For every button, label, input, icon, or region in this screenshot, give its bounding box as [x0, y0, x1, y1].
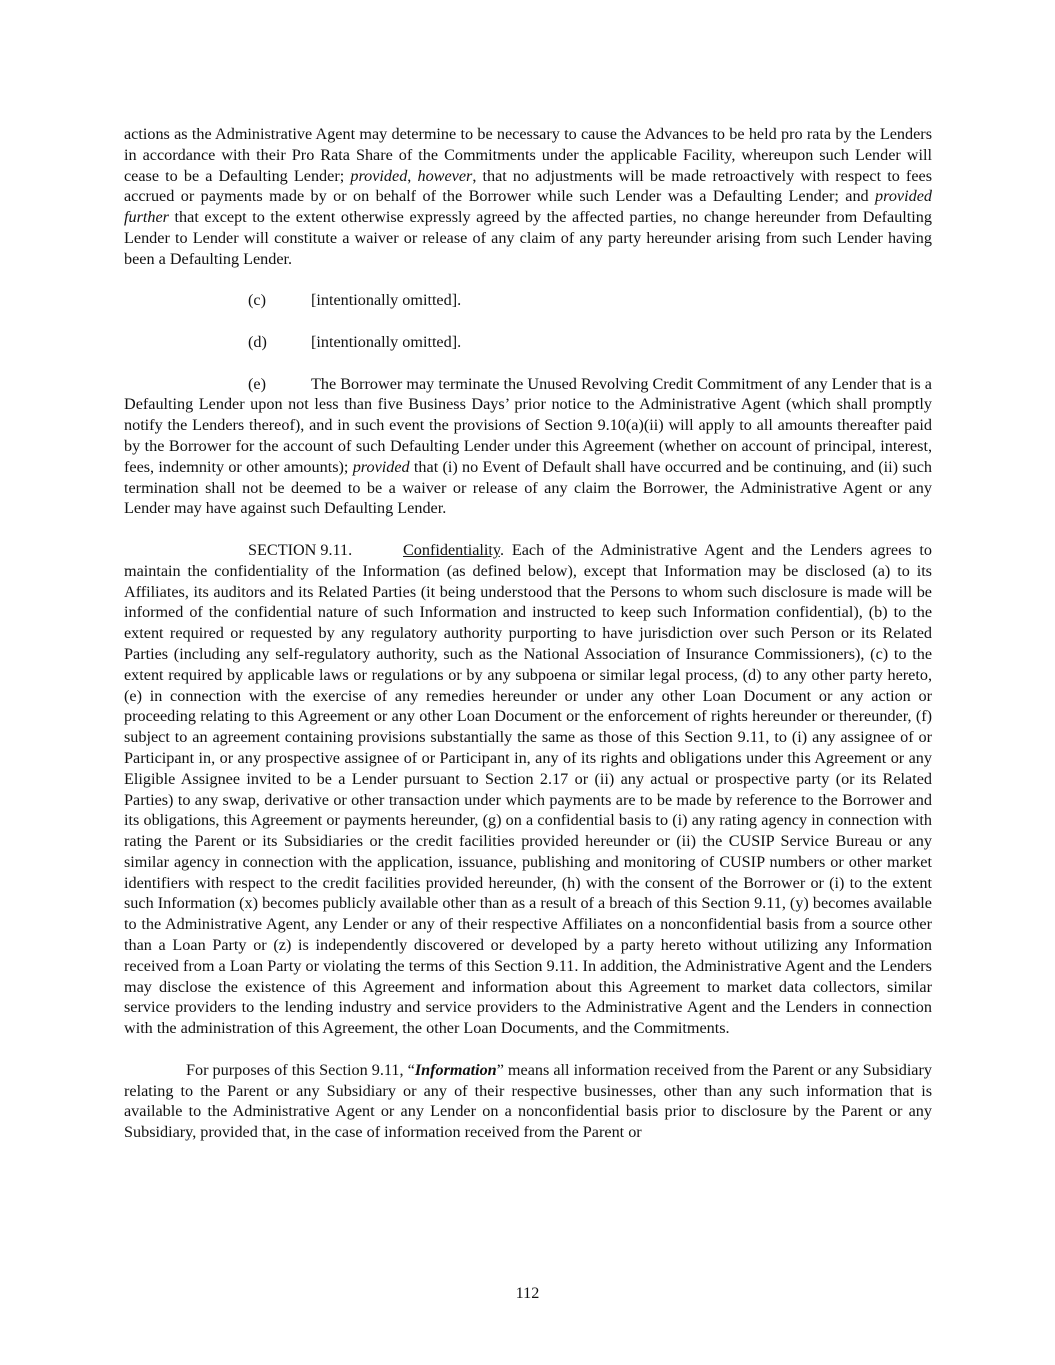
clause-c-label: (c) [248, 291, 266, 310]
clause-e-label: (e) [248, 374, 266, 393]
clause-e: (e) The Borrower may terminate the Unused Revolving Credit Commitment of any Lender that is a Defaulting Lender upon not less than five Business Days’ prior notice to the Administrative Agent (which shall promptly notify the Lenders thereof), and in such event the provisions of Section 9.10(a)(ii) will apply to all amounts thereafter paid by the Borrower for the account of such Defaulting Lender under this Agreement (whether on account of principal, interest, fees, indemnity or other amounts); provided that (i) no Event of Default shall have occurred and be continuing, and (ii) such termination shall not be deemed to be a waiver or release of any claim the Borrower, the Administrative Agent or any Lender may have against such Defaulting Lender. [124, 374, 932, 518]
clause-d [124, 332, 932, 353]
page-number: 112 [515, 1284, 540, 1302]
clause-d-label: (d) [248, 332, 267, 351]
section-9-11-confidentiality: SECTION 9.11. Confidentiality. Each of the Administrative Agent and the Lenders agrees to maintain the confidentiality of the Information (as defined below), except that Information may be disclosed (a) to its Affiliates, its auditors and its Related Parties (it being understood that the Persons to whom such disclosure is made will be informed of the confidential nature of such Information and instructed to keep such Information confidential), (b) to the extent required or requested by any regulatory authority purporting to have jurisdiction over such Person or its Related Parties (including any self-regulatory authority, such as the National Association of Insurance Commissioners), (c) to the extent required by applicable laws or regulations or by any subpoena or similar legal process, (d) to any other party hereto, (e) in connection with the exercise of any remedies hereunder or under any other Loan Document or any action or proceeding relating to this Agreement or any other Loan Document or the enforcement of rights hereunder or thereunder, (f) subject to an agreement containing provisions substantially the same as those of this Section 9.11, to (i) any assignee of or Participant in, or any prospective assignee of or Participant in, any of its rights and obligations under this Agreement or any Eligible Assignee invited to be a Lender pursuant to Section 2.17 or (ii) any actual or prospective party (or its Related Parties) to any swap, derivative or other transaction under which payments are to be made by reference to the Borrower and its obligations, this Agreement or payments hereunder, (g) on a confidential basis to (i) any rating agency in connection with rating the Parent or its Subsidiaries or the credit facilities provided hereunder or (ii) the CUSIP Service Bureau or any similar agency in connection with the application, issuance, publishing and monitoring of CUSIP numbers or other market identifiers with respect to the credit facilities provided hereunder, (h) with the consent of the Borrower or (i) to the extent such Information (x) becomes publicly available other than as a result of a breach of this Section 9.11, (y) becomes available to the Administrative Agent, any Lender or any of their respective Affiliates on a nonconfidential basis from a source other than a Loan Party or (z) is independently discovered or developed by a party hereto without utilizing any Information received from a Loan Party or violating the terms of this Section 9.11. In addition, the Administrative Agent and the Lenders may disclose the existence of this Agreement and information about this Agreement to market data collectors, similar service providers to the lending industry and service providers to the Administrative Agent and the Lenders in connection with the administration of this Agreement, the other Loan Documents, and the Commitments. [124, 540, 932, 1038]
clause-c-text: [intentionally omitted]. [311, 291, 462, 310]
section-heading: Confidentiality [403, 540, 500, 559]
section-number: SECTION 9.11. [248, 540, 353, 559]
paragraph-defaulting-lender-cure: actions as the Administrative Agent may determine to be necessary to cause the Advances to be held pro rata by the Lenders in accordance with their Pro Rata Share of the Commitments under the applicable Facility, whereupon such Lender will cease to be a Defaulting Lender; provided, however, that no adjustments will be made retroactively with respect to fees accrued or payments made by or on behalf of the Borrower while such Lender was a Defaulting Lender; and provided further that except to the extent otherwise expressly agreed by the affected parties, no change hereunder from Defaulting Lender to Lender will constitute a waiver or release of any claim of any party hereunder arising from such Lender having been a Defaulting Lender. [124, 125, 932, 268]
clause-c [124, 290, 932, 311]
document-page [124, 124, 932, 1143]
clause-d-text: [intentionally omitted]. [311, 332, 462, 351]
defined-term-information: Information [414, 1060, 497, 1079]
paragraph-information-definition: For purposes of this Section 9.11, “Information” means all information received from the Parent or any Subsidiary relating to the Parent or any Subsidiary or any of their respective businesses, other than any such information that is available to the Administrative Agent or any Lender on a nonconfidential basis prior to disclosure by the Parent or any Subsidiary, provided that, in the case of information received from the Parent or [124, 1060, 932, 1142]
